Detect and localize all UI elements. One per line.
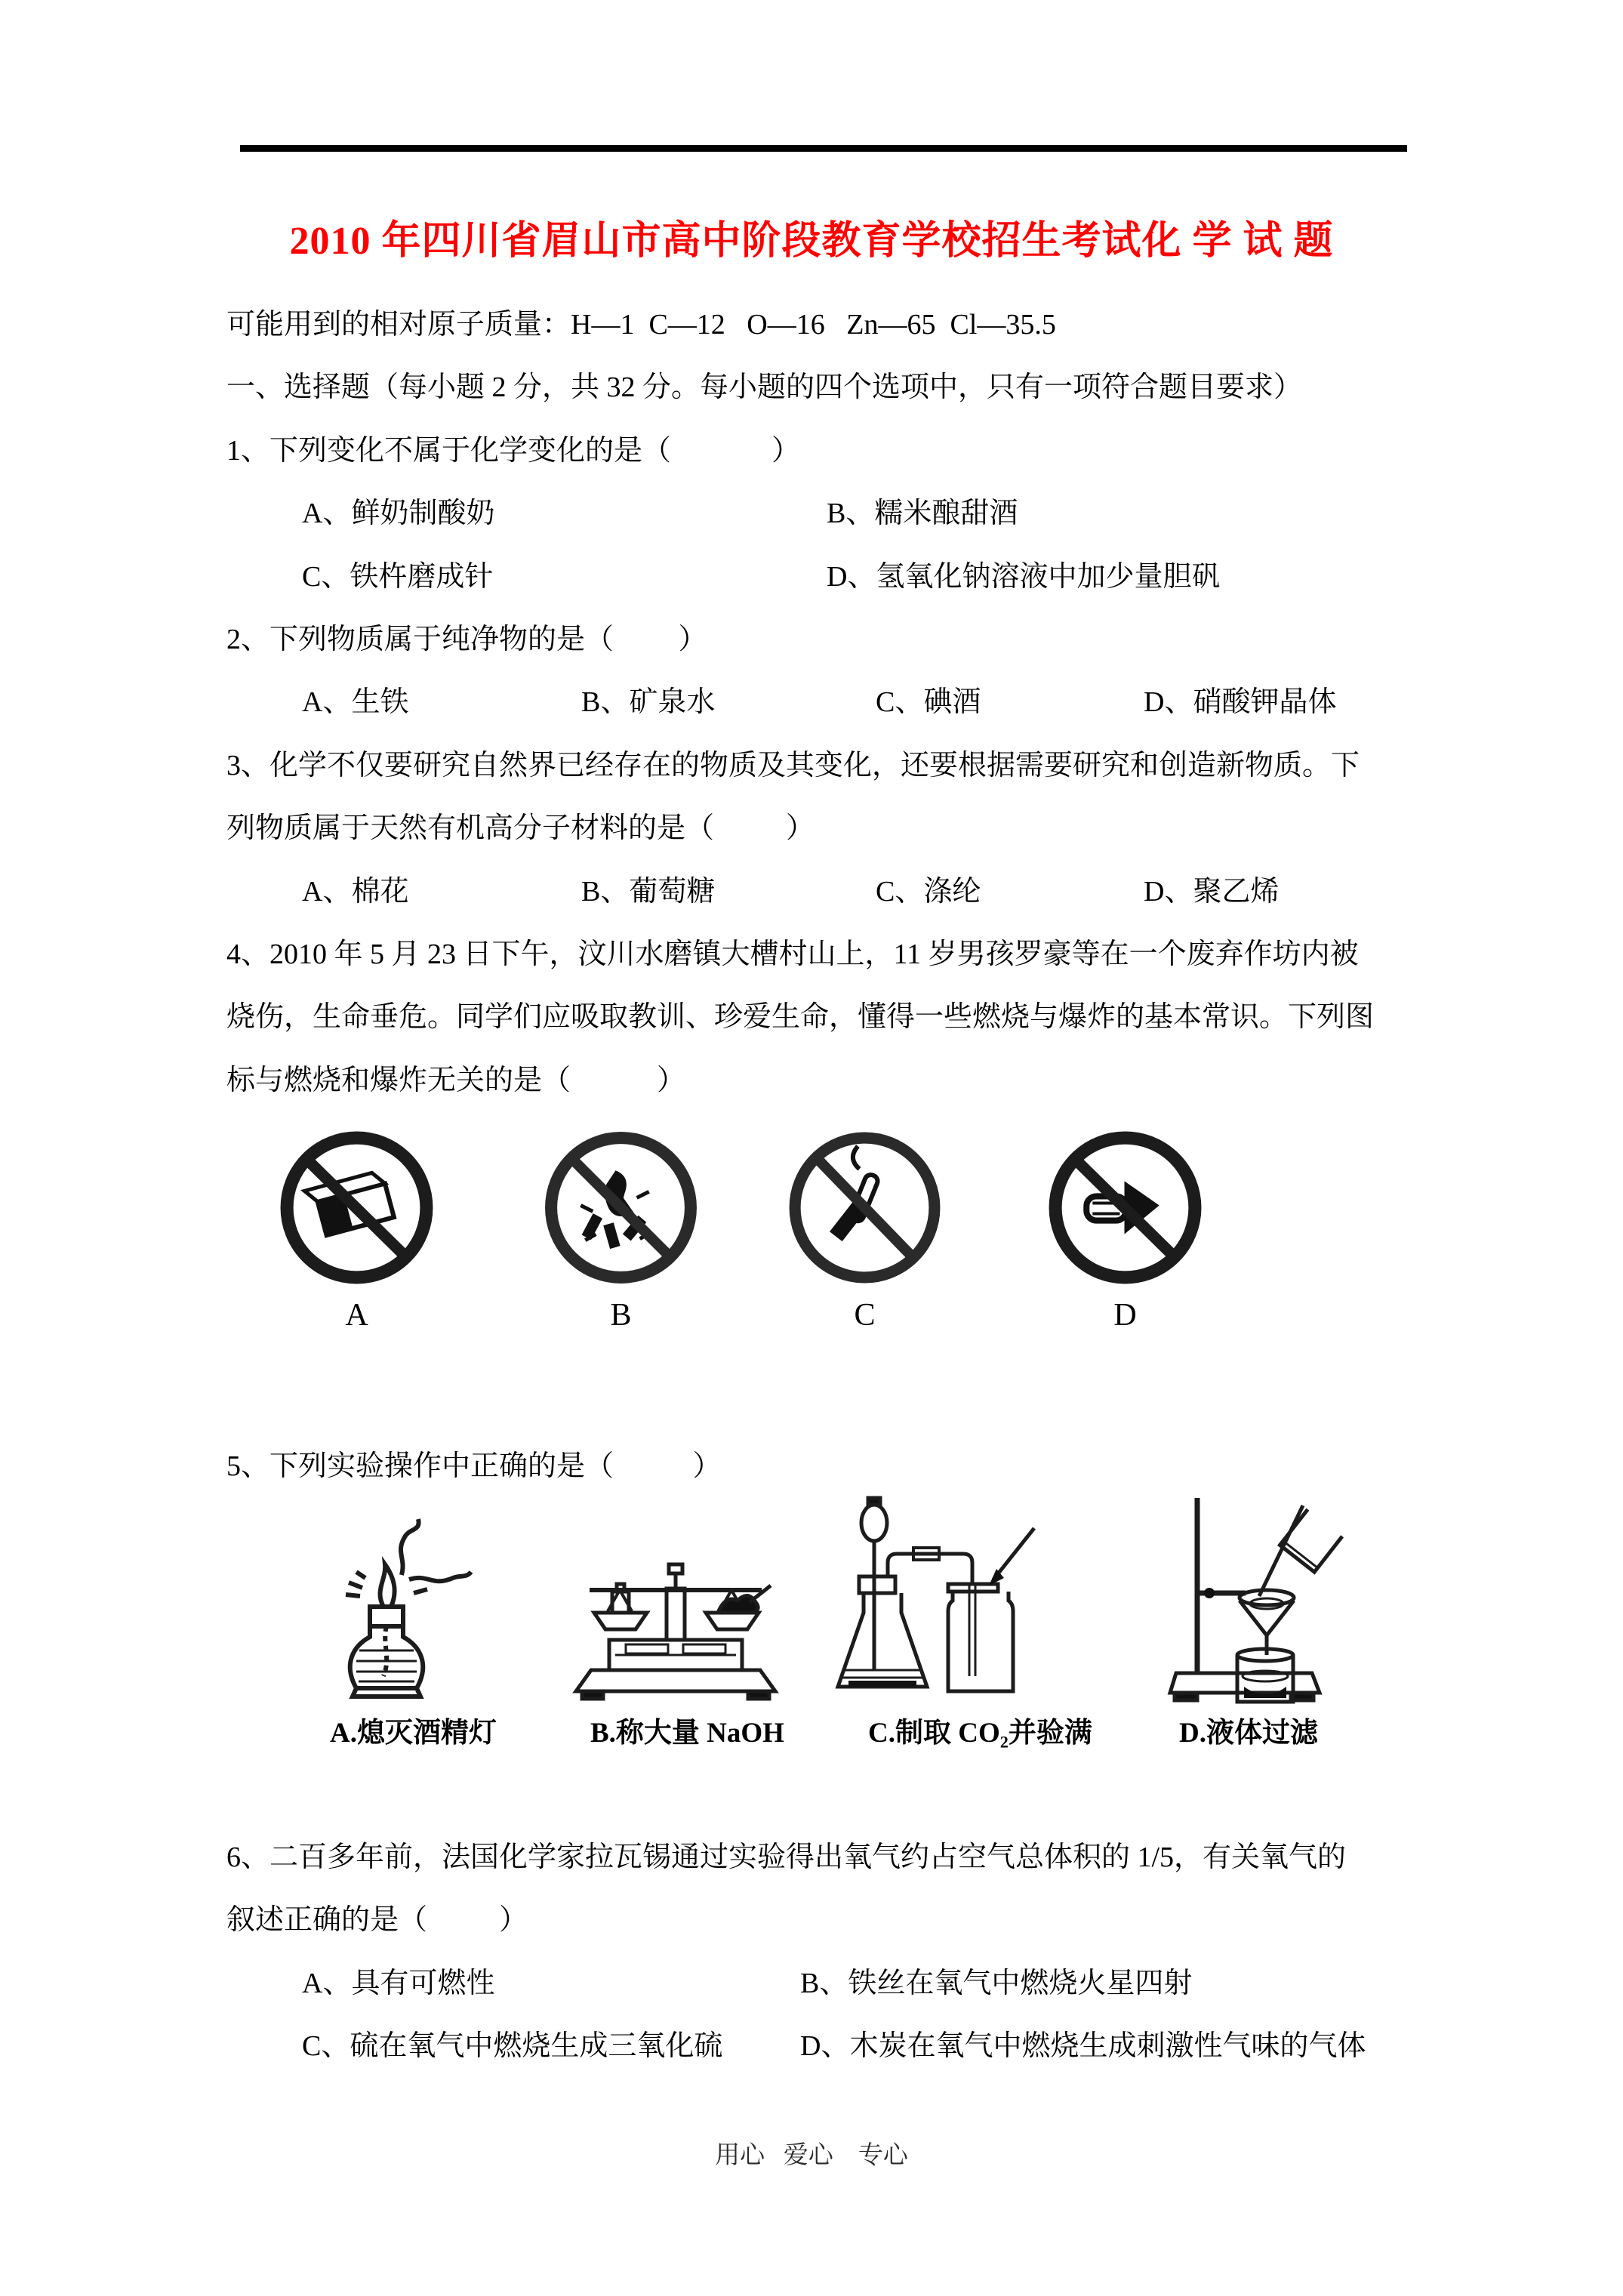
no-horn-icon <box>1055 1138 1195 1277</box>
gas-generator-icon <box>838 1498 1034 1691</box>
q2-stem: 2、下列物质属于纯净物的是（ ） <box>226 624 707 655</box>
q1-stem: 1、下列变化不属于化学变化的是（ ） <box>226 435 801 467</box>
no-matches-prohibition-sign <box>276 1126 438 1289</box>
q3-option-d: D、聚乙烯 <box>1144 876 1280 908</box>
q4-sign-label-d: D <box>1113 1298 1137 1333</box>
header-rule <box>240 145 1407 152</box>
q4-sign-label-b: B <box>610 1298 632 1333</box>
q4-stem-line3: 标与燃烧和爆炸无关的是（ ） <box>226 1065 686 1096</box>
no-smoking-icon <box>795 1138 935 1277</box>
extinguish-alcohol-lamp-figure <box>317 1510 476 1705</box>
page-footer: 用心 爱心 专心 <box>715 2142 908 2169</box>
liquid-filtration-figure <box>1163 1486 1359 1706</box>
section-header: 一、选择题（每小题 2 分，共 32 分。每小题的四个选项中，只有一项符合题目要求） <box>226 371 1303 403</box>
q3-option-b: B、葡萄糖 <box>581 876 716 908</box>
balance-icon <box>576 1564 775 1699</box>
q2-option-a: A、生铁 <box>302 686 409 718</box>
q5-caption-b: B.称大量 NaOH <box>590 1718 784 1749</box>
q5-caption-a: A.熄灭酒精灯 <box>330 1718 497 1749</box>
q3-option-c: C、涤纶 <box>876 876 981 908</box>
no-matches-icon <box>287 1138 427 1277</box>
page-title: 2010 年四川省眉山市高中阶段教育学校招生考试化 学 试 题 <box>289 220 1334 263</box>
q4-stem-line1: 4、2010 年 5 月 23 日下午，汶川水磨镇大槽村山上，11 岁男孩罗豪等在一个废弃作坊内被 <box>226 938 1359 970</box>
alcohol-lamp-icon <box>346 1519 471 1697</box>
q6-stem-line1: 6、二百多年前，法国化学家拉瓦锡通过实验得出氧气约占空气总体积的 1/5，有关氧气的 <box>226 1841 1347 1873</box>
no-fireworks-prohibition-sign <box>540 1126 702 1289</box>
q4-stem-line2: 烧伤，生命垂危。同学们应吸取教训、珍爱生命，懂得一些燃烧与爆炸的基本常识。下列图 <box>226 1001 1375 1033</box>
q3-option-a: A、棉花 <box>302 876 409 908</box>
q6-option-d: D、木炭在氧气中燃烧生成刺激性气味的气体 <box>800 2030 1366 2062</box>
atomic-masses-line: 可能用到的相对原子质量：H—1 C—12 O—16 Zn—65 Cl—35.5 <box>226 309 1056 341</box>
q6-stem-line2: 叙述正确的是（ ） <box>226 1904 528 1936</box>
filtration-icon <box>1170 1498 1342 1702</box>
q2-option-c: C、碘酒 <box>876 686 981 718</box>
q1-option-a: A、鲜奶制酸奶 <box>302 498 495 529</box>
q6-option-b: B、铁丝在氧气中燃烧火星四射 <box>800 1968 1193 1999</box>
co2-generation-and-test-figure <box>815 1489 1064 1706</box>
q2-option-b: B、矿泉水 <box>581 686 716 718</box>
q2-option-d: D、硝酸钾晶体 <box>1144 686 1337 718</box>
q5-caption-d: D.液体过滤 <box>1179 1718 1318 1749</box>
q5-caption-c: C.制取 CO₂并验满 <box>868 1718 1092 1749</box>
no-horn-prohibition-sign <box>1044 1126 1206 1289</box>
weighing-naoh-on-balance-figure <box>562 1546 789 1705</box>
q1-option-b: B、糯米酿甜酒 <box>827 498 1018 529</box>
q4-sign-label-c: C <box>854 1298 876 1333</box>
q1-option-c: C、铁杵磨成针 <box>302 561 494 593</box>
q6-option-c: C、硫在氧气中燃烧生成三氧化硫 <box>302 2030 723 2062</box>
q4-sign-label-a: A <box>345 1298 368 1333</box>
q3-stem-line2: 列物质属于天然有机高分子材料的是（ ） <box>226 812 815 844</box>
q6-option-a: A、具有可燃性 <box>302 1968 495 1999</box>
q5-stem: 5、下列实验操作中正确的是（ ） <box>226 1450 722 1482</box>
no-smoking-prohibition-sign <box>784 1126 946 1289</box>
q1-option-d: D、氢氧化钠溶液中加少量胆矾 <box>827 561 1221 593</box>
no-fireworks-icon <box>551 1138 691 1277</box>
q3-stem-line1: 3、化学不仅要研究自然界已经存在的物质及其变化，还要根据需要研究和创造新物质。下 <box>226 750 1360 781</box>
